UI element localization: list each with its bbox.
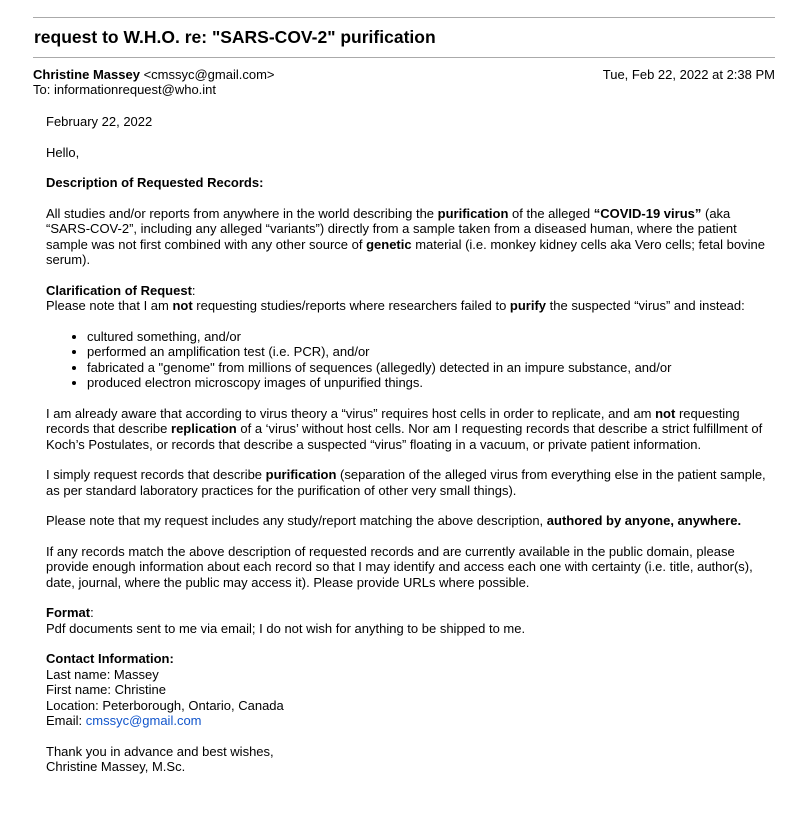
greeting: Hello,	[46, 144, 80, 160]
subject-divider	[33, 57, 775, 58]
clarification-paragraph: Clarification of Request: Please note that I am not requesting studies/reports where researchers failed to purify the suspected “virus” and instead:	[46, 282, 745, 313]
list-item: • cultured something, and/or	[87, 329, 771, 345]
awareness-paragraph: I am already aware that according to virus theory a “virus” requires host cells in order to replicate, and am not requesting records that describe replication of a ‘virus’ without host cells. Nor am I requesting records that describe a strict fulfillment of Koch’s Postulates, or records that describe a suspected “virus” floating in a vacuum, or private patient information.	[46, 405, 763, 452]
top-divider	[33, 17, 775, 18]
closing-block: Thank you in advance and best wishes, Christine Massey, M.Sc.	[46, 743, 274, 774]
letter-date: February 22, 2022	[46, 114, 153, 129]
contact-heading: Contact Information:	[46, 651, 174, 666]
to-label: To:	[33, 82, 51, 97]
request-paragraph: I simply request records that describe purification (separation of the alleged virus from everything else in the patient sample, as per standard laboratory practices for the purification of other very small things).	[46, 467, 766, 498]
email-body	[46, 114, 771, 775]
recipient-line	[33, 82, 775, 97]
description-heading: Description of Requested Records:	[46, 175, 264, 190]
email-header	[33, 67, 775, 97]
signature: Christine Massey, M.Sc.	[46, 759, 186, 774]
public-domain-paragraph: If any records match the above description of requested records and are currently available in the public domain, please provide enough information about each record so that I may identify and access each one with certainty (i.e. title, author(s), date, journal, where the public may access it). Please provide URLs where possible.	[46, 543, 753, 590]
sender-name: Christine Massey	[33, 67, 140, 82]
format-paragraph: Format: Pdf documents sent to me via email; I do not wish for anything to be shipped to me.	[46, 605, 526, 636]
exclusion-list	[46, 329, 771, 391]
scope-paragraph: Please note that my request includes any study/report matching the above description, authored by anyone, anywhere.	[46, 513, 742, 528]
contact-block: Contact Information: Last name: Massey First name: Christine Location: Peterborough, Ontario, Canada Email: cmssyc@gmail.com	[46, 651, 284, 728]
list-item: • fabricated a "genome" from millions of sequences (allegedly) detected in an impure substance, and/or	[87, 360, 771, 376]
sender-email: <cmssyc@gmail.com>	[143, 67, 275, 82]
list-item: • performed an amplification test (i.e. PCR), and/or	[87, 344, 771, 360]
list-item: • produced electron microscopy images of unpurified things.	[87, 375, 771, 391]
format-heading: Format	[46, 605, 91, 620]
clarification-heading: Clarification of Request	[46, 282, 192, 298]
sent-date: Tue, Feb 22, 2022 at 2:38 PM	[602, 67, 775, 82]
recipient-email: informationrequest@who.int	[53, 82, 217, 97]
contact-email-link[interactable]: cmssyc@gmail.com	[85, 713, 202, 728]
description-paragraph: All studies and/or reports from anywhere in the world describing the purification of the alleged “COVID-19 virus” (aka “SARS-COV-2”, including any alleged “variants”) directly from a sample taken from a diseased human, where the patient sample was not first combined with any other source of genetic material (i.e. monkey kidney cells aka Vero cells; fetal bovine serum).	[46, 205, 765, 267]
email-subject: request to W.H.O. re: "SARS-COV-2" purification	[34, 27, 436, 47]
email-view	[33, 17, 775, 790]
